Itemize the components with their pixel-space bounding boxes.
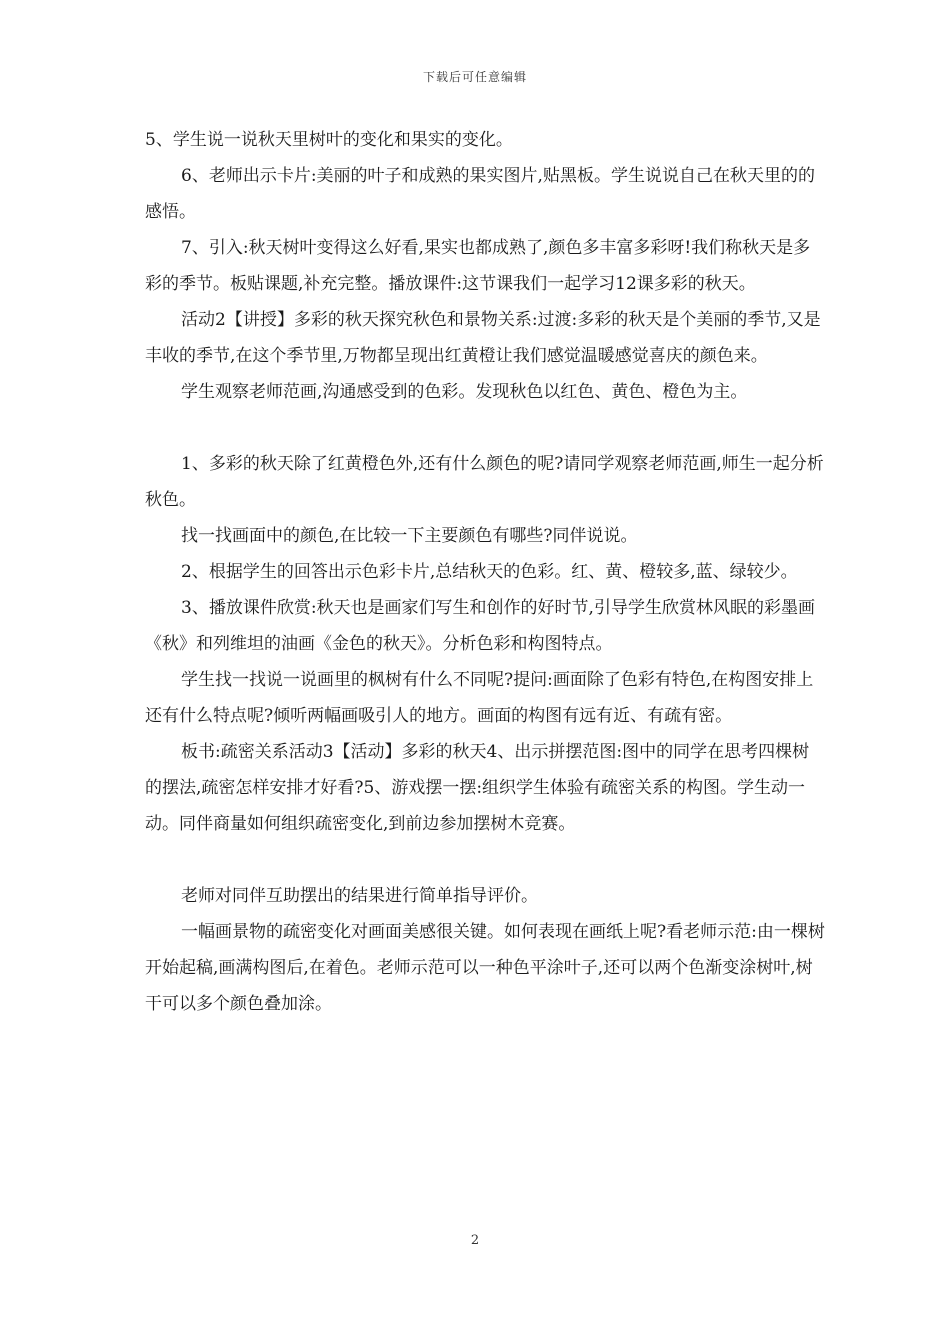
paragraph: 6、老师出示卡片:美丽的叶子和成熟的果实图片,贴黑板。学生说说自己在秋天里的的感悟。	[145, 166, 815, 222]
paragraph: 板书:疏密关系活动3【活动】多彩的秋天4、出示拼摆范图:图中的同学在思考四棵树的摆法,疏密怎样安排才好看?5、游戏摆一摆:组织学生体验有疏密关系的构图。学生动一动。同伴商量如何组织疏密变化,到前边参加摆树木竞赛。	[145, 742, 810, 834]
paragraph: 5、学生说一说秋天里树叶的变化和果实的变化。	[145, 130, 513, 150]
paragraph: 3、播放课件欣赏:秋天也是画家们写生和创作的好时节,引导学生欣赏林风眠的彩墨画《秋》和列维坦的油画《金色的秋天》。分析色彩和构图特点。	[145, 598, 815, 654]
paragraph: 2、根据学生的回答出示色彩卡片,总结秋天的色彩。红、黄、橙较多,蓝、绿较少。	[181, 562, 798, 582]
page-header: 下载后可任意编辑	[422, 70, 527, 84]
paragraph: 一幅画景物的疏密变化对画面美感很关键。如何表现在画纸上呢?看老师示范:由一棵树开始起稿,画满构图后,在着色。老师示范可以一种色平涂叶子,还可以两个色渐变涂树叶,树干可以多个颜色叠加涂。	[145, 922, 825, 1014]
paragraph: 1、多彩的秋天除了红黄橙色外,还有什么颜色的呢?请同学观察老师范画,师生一起分析秋色。	[145, 454, 824, 510]
document-body	[145, 122, 825, 1022]
paragraph: 老师对同伴互助摆出的结果进行简单指导评价。	[181, 886, 538, 906]
paragraph: 活动2【讲授】多彩的秋天探究秋色和景物关系:过渡:多彩的秋天是个美丽的季节,又是丰收的季节,在这个季节里,万物都呈现出红黄橙让我们感觉温暖感觉喜庆的颜色来。	[145, 310, 821, 366]
paragraph: 7、引入:秋天树叶变得这么好看,果实也都成熟了,颜色多丰富多彩呀!我们称秋天是多彩的季节。板贴课题,补充完整。播放课件:这节课我们一起学习12课多彩的秋天。	[145, 238, 811, 294]
paragraph: 找一找画面中的颜色,在比较一下主要颜色有哪些?同伴说说。	[181, 526, 638, 546]
paragraph: 学生找一找说一说画里的枫树有什么不同呢?提问:画面除了色彩有特色,在构图安排上还有什么特点呢?倾听两幅画吸引人的地方。画面的构图有远有近、有疏有密。	[145, 670, 814, 726]
paragraph: 学生观察老师范画,沟通感受到的色彩。发现秋色以红色、黄色、橙色为主。	[181, 382, 748, 402]
page-number: 2	[470, 1233, 480, 1248]
